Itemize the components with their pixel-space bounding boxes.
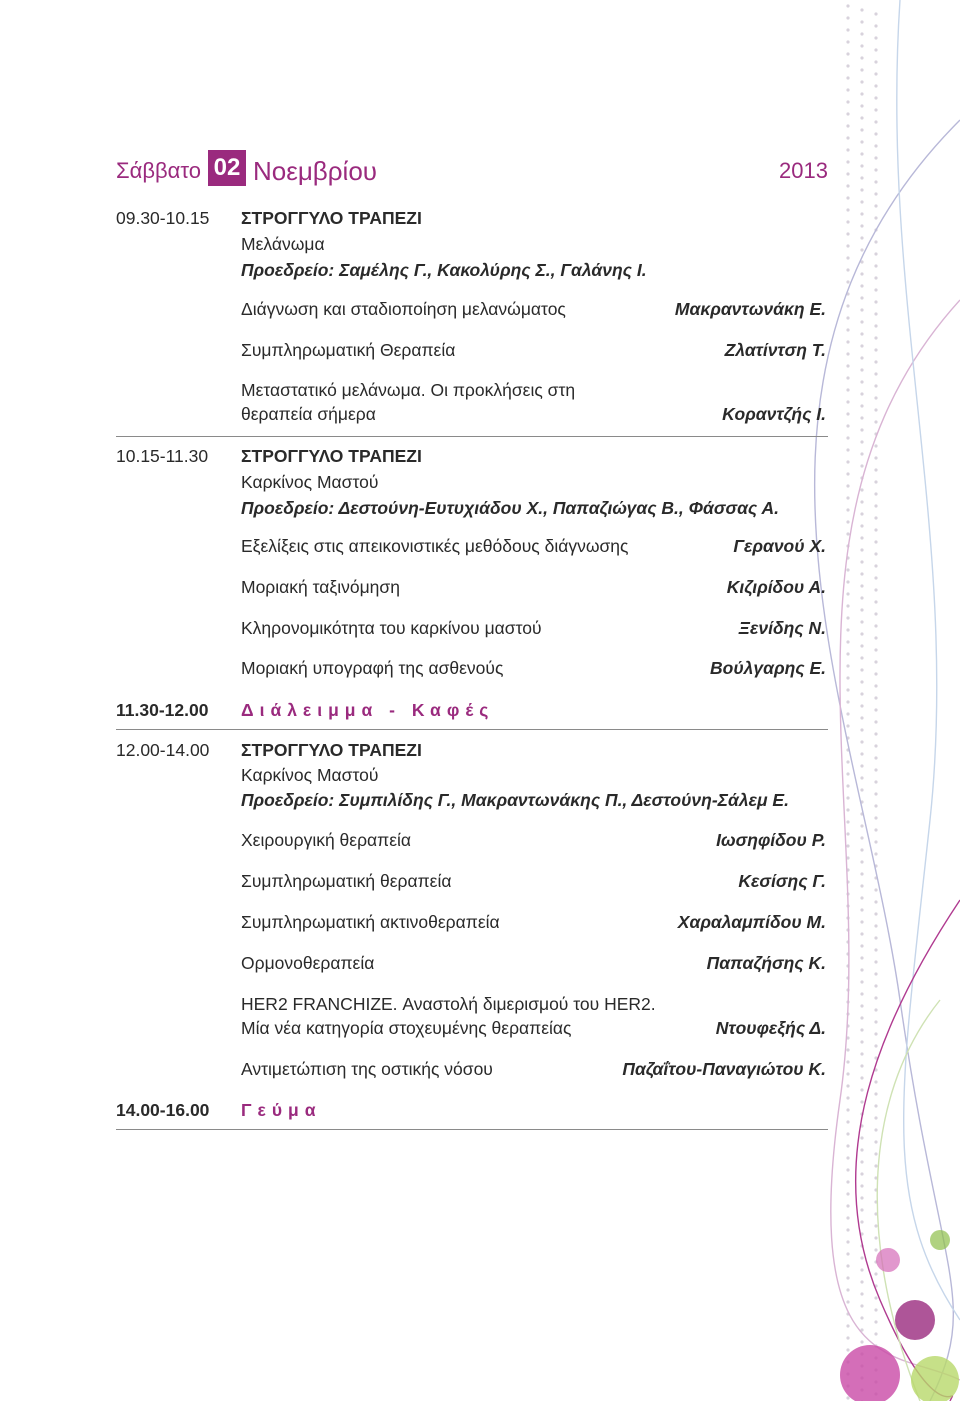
session-chairs: Προεδρείο: Συμπιλίδης Γ., Μακραντωνάκης Π., Δεστούνη-Σάλεμ Ε. [241, 790, 789, 810]
session-time: 12.00-14.00 [116, 740, 210, 760]
session-type: ΣΤΡΟΓΓΥΛΟ ΤΡΑΠΕΖΙ [241, 446, 422, 466]
break-label: Διάλειμμα - Καφές [241, 700, 495, 720]
lunch-time: 14.00-16.00 [116, 1100, 210, 1120]
break-time: 11.30-12.00 [116, 700, 209, 720]
session-chairs: Προεδρείο: Δεστούνη-Ευτυχιάδου Χ., Παπαζιώγας Β., Φάσσας Α. [241, 498, 779, 518]
session-topic: Μελάνωμα [241, 234, 325, 254]
day-number-badge: 02 [208, 150, 246, 186]
day-name: Σάββατο [116, 158, 201, 183]
talk-title: Διάγνωση και σταδιοποίηση μελανώματος [241, 299, 566, 319]
talk-speaker: Χαραλαμπίδου Μ. [677, 912, 826, 932]
session-chairs: Προεδρείο: Σαμέλης Γ., Κακολύρης Σ., Γαλάνης Ι. [241, 260, 647, 280]
talk-speaker: Γερανού Χ. [733, 536, 826, 556]
talk-speaker: Κοραντζής Ι. [722, 404, 826, 424]
session-type: ΣΤΡΟΓΓΥΛΟ ΤΡΑΠΕΖΙ [241, 208, 422, 228]
talk-title: Συμπληρωματική ακτινοθεραπεία [241, 912, 500, 932]
divider [116, 729, 828, 730]
talk-speaker: Παπαζήσης Κ. [706, 953, 826, 973]
year: 2013 [779, 158, 828, 183]
talk-speaker: Κιζιρίδου Α. [726, 577, 826, 597]
talk-title: Ορμονοθεραπεία [241, 953, 375, 973]
session-topic: Καρκίνος Μαστού [241, 472, 379, 492]
talk-title-line1: HER2 FRANCHIZE. Αναστολή διμερισμού του HER2. [241, 994, 656, 1014]
talk-speaker: Ζλατίντση Τ. [724, 340, 826, 360]
talk-title: Χειρουργική θεραπεία [241, 830, 412, 850]
divider [116, 1129, 828, 1130]
talk-title: Μοριακή υπογραφή της ασθενούς [241, 658, 504, 678]
divider [116, 436, 828, 437]
session-type: ΣΤΡΟΓΓΥΛΟ ΤΡΑΠΕΖΙ [241, 740, 422, 760]
talk-title: Αντιμετώπιση της οστικής νόσου [241, 1059, 493, 1079]
talk-speaker: Βούλγαρης Ε. [710, 658, 826, 678]
talk-speaker: Ιωσηφίδου Ρ. [716, 830, 826, 850]
session-topic: Καρκίνος Μαστού [241, 765, 379, 785]
session-time: 10.15-11.30 [116, 446, 209, 466]
talk-title-line2: Μία νέα κατηγορία στοχευμένης θεραπείας [241, 1018, 572, 1038]
talk-speaker: Μακραντωνάκη Ε. [674, 299, 826, 319]
date-header [116, 150, 828, 190]
talk-title: Κληρονομικότητα του καρκίνου μαστού [241, 618, 542, 638]
talk-title-line2: θεραπεία σήμερα [241, 404, 376, 424]
talk-speaker: Κεσίσης Γ. [738, 871, 826, 891]
talk-title: Συμπληρωματική Θεραπεία [241, 340, 456, 360]
talk-title: Συμπληρωματική θεραπεία [241, 871, 452, 891]
talk-title-line1: Μεταστατικό μελάνωμα. Οι προκλήσεις στη [241, 380, 576, 400]
talk-title: Μοριακή ταξινόμηση [241, 577, 400, 597]
talk-title: Εξελίξεις στις απεικονιστικές μεθόδους διάγνωσης [241, 536, 629, 556]
talk-speaker: Ντουφεξής Δ. [715, 1018, 826, 1038]
lunch-label: Γεύμα [241, 1100, 322, 1120]
month-name: Νοεμβρίου [253, 156, 378, 186]
talk-speaker: Παζαΐτου-Παναγιώτου Κ. [622, 1059, 826, 1079]
talk-speaker: Ξενίδης Ν. [738, 618, 826, 638]
session-time: 09.30-10.15 [116, 208, 210, 228]
